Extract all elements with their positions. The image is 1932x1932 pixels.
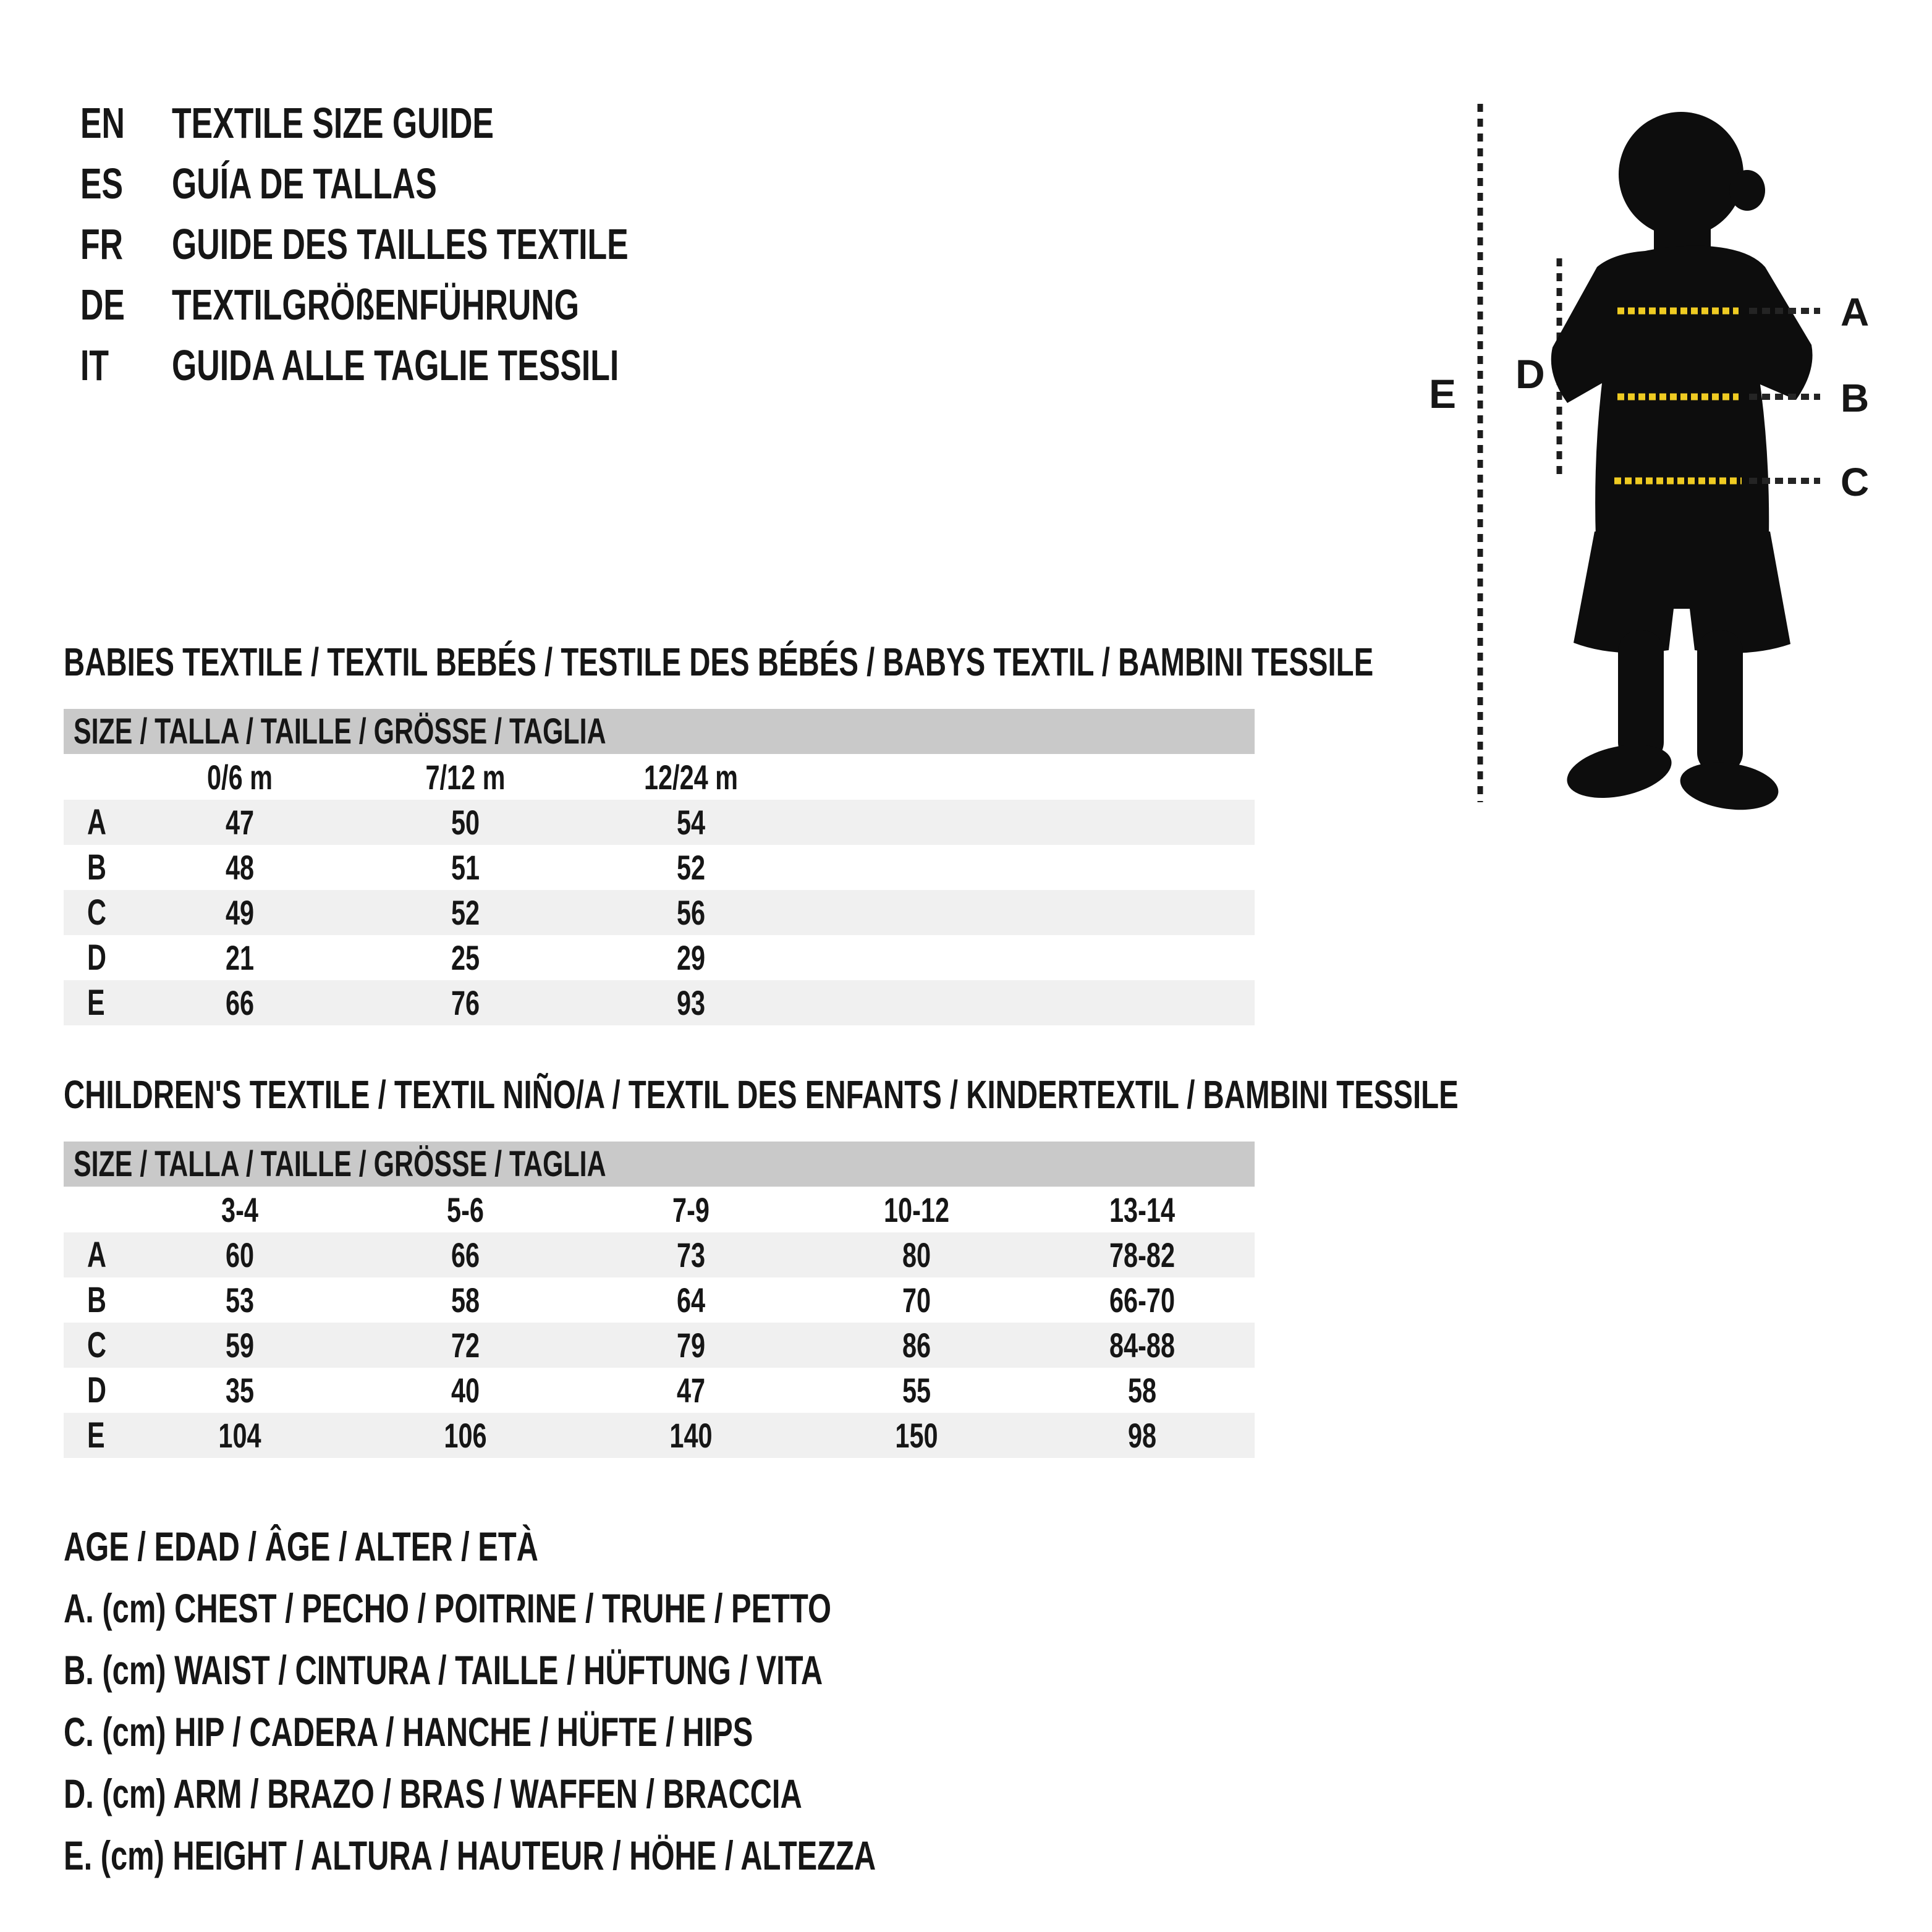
cell-value: 21 bbox=[225, 938, 255, 977]
row-label-e: E bbox=[87, 983, 105, 1023]
table-row bbox=[64, 1277, 1255, 1323]
babies-size-header: SIZE / TALLA / TAILLE / GRÖSSE / TAGLIA bbox=[74, 711, 606, 752]
cell-value: 76 bbox=[451, 983, 480, 1022]
lang-row-es bbox=[80, 153, 789, 214]
cell-value: 50 bbox=[451, 803, 480, 842]
table-row bbox=[64, 890, 1255, 935]
table-row bbox=[64, 800, 1255, 845]
title-de: TEXTILGRÖßENFÜHRUNG bbox=[172, 281, 579, 329]
cell-value: 58 bbox=[451, 1281, 480, 1320]
lang-row-de bbox=[80, 274, 789, 335]
cell-value: 73 bbox=[676, 1235, 706, 1274]
lang-code-en: EN bbox=[80, 99, 125, 147]
row-label-d: D bbox=[87, 938, 106, 978]
cell-value: 98 bbox=[1127, 1416, 1157, 1455]
row-label-c: C bbox=[87, 1325, 106, 1365]
cell-value: 52 bbox=[451, 893, 480, 932]
children-col-10-12: 10-12 bbox=[884, 1190, 949, 1229]
cell-value: 64 bbox=[676, 1281, 706, 1320]
cell-value: 56 bbox=[676, 893, 706, 932]
legend-arm: D. (cm) ARM / BRAZO / BRAS / WAFFEN / BRACCIA bbox=[64, 1771, 802, 1816]
cell-value: 86 bbox=[902, 1326, 931, 1365]
lang-code-de: DE bbox=[80, 281, 125, 329]
cell-value: 104 bbox=[218, 1416, 261, 1455]
title-es: GUÍA DE TALLAS bbox=[172, 159, 437, 208]
cell-value: 48 bbox=[225, 848, 255, 887]
children-size-header-bar bbox=[64, 1142, 1255, 1187]
child-silhouette bbox=[1551, 112, 1813, 816]
table-row bbox=[64, 1232, 1255, 1277]
title-fr: GUIDE DES TAILLES TEXTILE bbox=[172, 220, 629, 268]
babies-col-7-12m: 7/12 m bbox=[425, 757, 506, 797]
figure-label-a: A bbox=[1841, 290, 1870, 334]
measurement-legend bbox=[64, 1515, 1161, 1886]
cell-value: 66 bbox=[451, 1235, 480, 1274]
cell-value: 25 bbox=[451, 938, 480, 977]
babies-col-0-6m: 0/6 m bbox=[207, 757, 273, 797]
lang-code-it: IT bbox=[80, 341, 109, 389]
cell-value: 53 bbox=[225, 1281, 255, 1320]
title-it: GUIDA ALLE TAGLIE TESSILI bbox=[172, 341, 619, 389]
table-row bbox=[64, 980, 1255, 1025]
children-col-3-4: 3-4 bbox=[221, 1190, 258, 1229]
cell-value: 66-70 bbox=[1109, 1281, 1175, 1320]
cell-value: 140 bbox=[669, 1416, 713, 1455]
row-label-b: B bbox=[87, 1280, 106, 1320]
table-row bbox=[64, 845, 1255, 890]
children-column-headers bbox=[64, 1187, 1255, 1232]
row-label-d: D bbox=[87, 1370, 106, 1410]
babies-column-headers bbox=[64, 754, 1255, 800]
children-table bbox=[64, 1142, 1255, 1458]
row-label-b: B bbox=[87, 847, 106, 888]
cell-value: 35 bbox=[225, 1371, 255, 1410]
legend-age: AGE / EDAD / ÂGE / ALTER / ETÀ bbox=[64, 1523, 538, 1569]
cell-value: 29 bbox=[676, 938, 706, 977]
cell-value: 78-82 bbox=[1109, 1235, 1175, 1274]
children-size-header: SIZE / TALLA / TAILLE / GRÖSSE / TAGLIA bbox=[74, 1144, 606, 1184]
babies-size-header-bar bbox=[64, 709, 1255, 754]
children-section-title: CHILDREN'S TEXTILE / TEXTIL NIÑO/A / TEXTIL DES ENFANTS / KINDERTEXTIL / BAMBINI TESSILE bbox=[64, 1072, 1459, 1117]
measurement-figure bbox=[1415, 49, 1932, 828]
cell-value: 70 bbox=[902, 1281, 931, 1320]
language-header bbox=[80, 93, 789, 396]
cell-value: 80 bbox=[902, 1235, 931, 1274]
legend-waist: B. (cm) WAIST / CINTURA / TAILLE / HÜFTUNG / VITA bbox=[64, 1647, 823, 1693]
lang-code-fr: FR bbox=[80, 220, 124, 268]
babies-section-title: BABIES TEXTILE / TEXTIL BEBÉS / TESTILE DES BÉBÉS / BABYS TEXTIL / BAMBINI TESSILE bbox=[64, 640, 1374, 684]
figure-label-c: C bbox=[1841, 460, 1870, 504]
children-col-13-14: 13-14 bbox=[1109, 1190, 1175, 1229]
legend-height: E. (cm) HEIGHT / ALTURA / HAUTEUR / HÖHE / ALTEZZA bbox=[64, 1832, 876, 1878]
table-row bbox=[64, 1323, 1255, 1368]
children-col-7-9: 7-9 bbox=[672, 1190, 710, 1229]
cell-value: 52 bbox=[676, 848, 706, 887]
figure-label-d: D bbox=[1515, 351, 1545, 397]
lang-code-es: ES bbox=[80, 159, 124, 208]
table-row bbox=[64, 935, 1255, 980]
row-label-e: E bbox=[87, 1415, 105, 1455]
cell-value: 72 bbox=[451, 1326, 480, 1365]
cell-value: 93 bbox=[676, 983, 706, 1022]
cell-value: 79 bbox=[676, 1326, 706, 1365]
legend-hip: C. (cm) HIP / CADERA / HANCHE / HÜFTE / HIPS bbox=[64, 1709, 753, 1755]
cell-value: 49 bbox=[225, 893, 255, 932]
lang-row-it bbox=[80, 335, 789, 396]
babies-col-12-24m: 12/24 m bbox=[643, 757, 739, 797]
cell-value: 54 bbox=[676, 803, 706, 842]
cell-value: 84-88 bbox=[1109, 1326, 1175, 1365]
cell-value: 47 bbox=[676, 1371, 706, 1410]
figure-label-b: B bbox=[1841, 376, 1870, 420]
babies-table bbox=[64, 709, 1255, 1025]
table-row bbox=[64, 1413, 1255, 1458]
row-label-a: A bbox=[87, 1235, 106, 1275]
children-col-5-6: 5-6 bbox=[447, 1190, 484, 1229]
figure-label-e: E bbox=[1429, 371, 1457, 417]
cell-value: 58 bbox=[1127, 1371, 1157, 1410]
cell-value: 59 bbox=[225, 1326, 255, 1365]
lang-row-fr bbox=[80, 214, 789, 274]
cell-value: 55 bbox=[902, 1371, 931, 1410]
cell-value: 51 bbox=[451, 848, 480, 887]
row-label-a: A bbox=[87, 802, 106, 842]
row-label-c: C bbox=[87, 892, 106, 933]
cell-value: 66 bbox=[225, 983, 255, 1022]
cell-value: 60 bbox=[225, 1235, 255, 1274]
cell-value: 106 bbox=[444, 1416, 487, 1455]
cell-value: 40 bbox=[451, 1371, 480, 1410]
legend-chest: A. (cm) CHEST / PECHO / POITRINE / TRUHE / PETTO bbox=[64, 1585, 831, 1631]
cell-value: 150 bbox=[895, 1416, 938, 1455]
lang-row-en bbox=[80, 93, 789, 153]
cell-value: 47 bbox=[225, 803, 255, 842]
table-row bbox=[64, 1368, 1255, 1413]
title-en: TEXTILE SIZE GUIDE bbox=[172, 99, 494, 147]
